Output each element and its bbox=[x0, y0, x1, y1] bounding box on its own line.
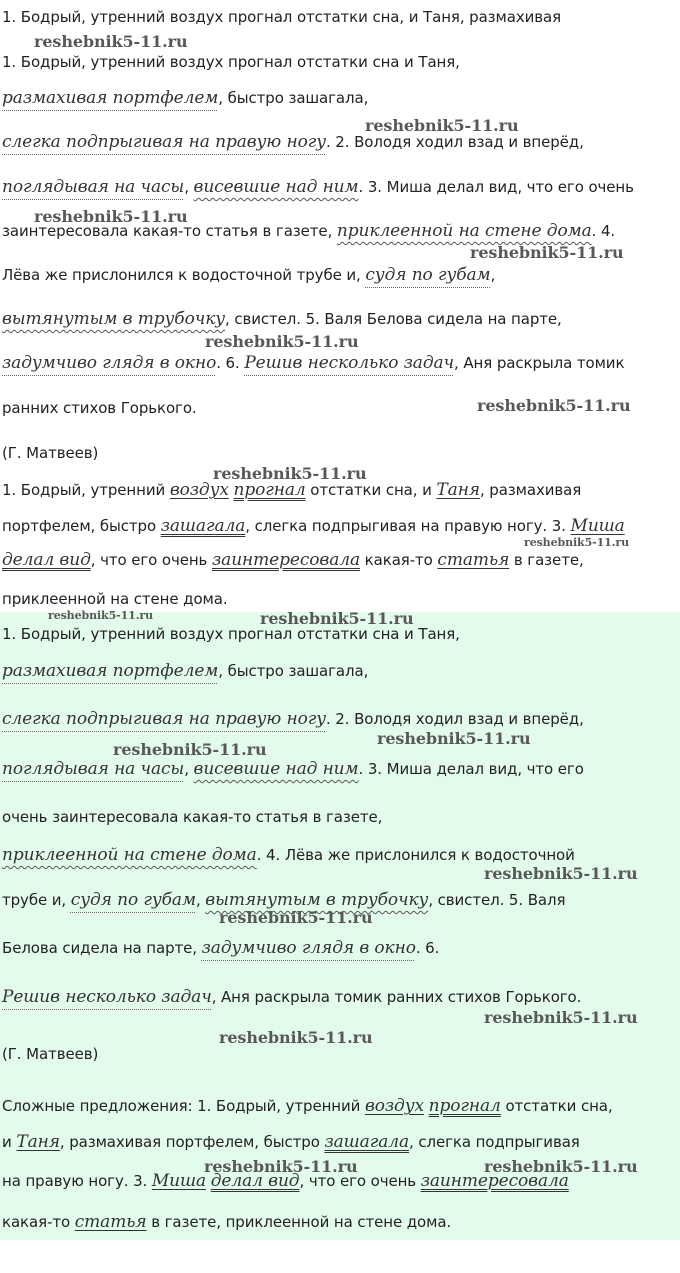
subject: Миша bbox=[151, 1171, 207, 1191]
text: , что его очень bbox=[90, 551, 212, 569]
predicate: прогнал bbox=[233, 480, 306, 500]
text: . 3. Миша делал вид, что его очень bbox=[358, 178, 634, 196]
participle-phrase: задумчиво глядя в окно bbox=[201, 938, 416, 958]
text: на правую ногу. 3. bbox=[2, 1172, 152, 1190]
watermark: reshebnik5-11.ru bbox=[219, 908, 373, 927]
watermark: reshebnik5-11.ru bbox=[484, 1008, 638, 1027]
text: , размахивая bbox=[479, 481, 582, 499]
participial-phrase: приклеенной на стене дома bbox=[2, 845, 257, 865]
watermark: reshebnik5-11.ru bbox=[113, 740, 267, 759]
participle-phrase: Решив несколько задач bbox=[244, 353, 455, 373]
text-line bbox=[2, 938, 439, 958]
watermark: reshebnik5-11.ru bbox=[34, 32, 188, 51]
text: какая-то bbox=[2, 1213, 75, 1231]
text-line: 1. Бодрый, утренний воздух прогнал отстатки сна и Таня, bbox=[2, 625, 460, 643]
subject: Миша bbox=[570, 516, 625, 536]
text: , размахивая портфелем, быстро bbox=[59, 1133, 325, 1151]
watermark: reshebnik5-11.ru bbox=[524, 536, 630, 549]
text-line: 1. Бодрый, утренний воздух прогнал отстатки сна, и Таня, размахивая bbox=[2, 8, 562, 26]
watermark: reshebnik5-11.ru bbox=[205, 332, 359, 351]
text-line: приклеенной на стене дома. bbox=[2, 590, 228, 608]
watermark: reshebnik5-11.ru bbox=[470, 243, 624, 262]
text-line bbox=[2, 1096, 613, 1116]
text: , быстро зашагала, bbox=[218, 89, 369, 107]
participial-phrase: висевшие над ним bbox=[193, 759, 359, 779]
text: Белова сидела на парте, bbox=[2, 939, 202, 957]
text: , bbox=[195, 891, 206, 909]
text-line bbox=[2, 353, 624, 373]
watermark: reshebnik5-11.ru bbox=[34, 207, 188, 226]
text: , свистел. 5. Валя Белова сидела на парте, bbox=[225, 310, 562, 328]
text: , слегка подпрыгивая на правую ногу. 3. bbox=[245, 517, 571, 535]
text-line: ранних стихов Горького. bbox=[2, 399, 197, 417]
participle-phrase: слегка подпрыгивая на правую ногу bbox=[2, 709, 326, 729]
text: отстатки сна, и bbox=[305, 481, 437, 499]
text: . 2. Володя ходил взад и вперёд, bbox=[325, 710, 584, 728]
text-line bbox=[2, 661, 368, 681]
watermark: reshebnik5-11.ru bbox=[260, 609, 414, 628]
text-line: 1. Бодрый, утренний воздух прогнал отстатки сна и Таня, bbox=[2, 53, 460, 71]
participle-phrase: размахивая портфелем bbox=[2, 88, 219, 108]
text-line bbox=[2, 1132, 580, 1152]
text-line bbox=[2, 987, 581, 1007]
watermark: reshebnik5-11.ru bbox=[377, 729, 531, 748]
participle-phrase: размахивая портфелем bbox=[2, 661, 219, 681]
text-line bbox=[2, 177, 634, 197]
predicate: делал вид bbox=[210, 1171, 300, 1191]
participial-phrase: вытянутым в трубочку bbox=[2, 309, 226, 329]
text-line bbox=[2, 265, 495, 285]
participle-phrase: поглядывая на часы bbox=[2, 177, 185, 197]
text: , свистел. 5. Валя bbox=[428, 891, 566, 909]
predicate: делал вид bbox=[2, 550, 91, 570]
text-line bbox=[2, 480, 581, 500]
text: портфелем, быстро bbox=[2, 517, 161, 535]
watermark: reshebnik5-11.ru bbox=[484, 864, 638, 883]
predicate: заинтересовала bbox=[420, 1171, 569, 1191]
participle-phrase: поглядывая на часы bbox=[2, 759, 185, 779]
text: в газете, приклеенной на стене дома. bbox=[146, 1213, 452, 1231]
author: (Г. Матвеев) bbox=[2, 1045, 99, 1063]
text: , bbox=[184, 760, 194, 778]
participle-phrase: Решив несколько задач bbox=[2, 987, 212, 1007]
watermark: reshebnik5-11.ru bbox=[484, 1157, 638, 1176]
text: Сложные предложения: 1. Бодрый, утренний bbox=[2, 1097, 365, 1115]
watermark: reshebnik5-11.ru bbox=[204, 1157, 358, 1176]
text: какая-то bbox=[360, 551, 438, 569]
text: , Аня раскрыла томик bbox=[454, 354, 625, 372]
subject: воздух bbox=[169, 480, 229, 500]
text: , Аня раскрыла томик ранних стихов Горького. bbox=[211, 988, 582, 1006]
text: , слегка подпрыгивая bbox=[409, 1133, 580, 1151]
watermark: reshebnik5-11.ru bbox=[48, 609, 154, 622]
watermark: reshebnik5-11.ru bbox=[213, 464, 367, 483]
predicate: заинтересовала bbox=[211, 550, 361, 570]
predicate: зашагала bbox=[160, 516, 246, 536]
participial-phrase: вытянутым в трубочку bbox=[205, 890, 429, 910]
text: , bbox=[490, 266, 496, 284]
participial-phrase: приклеенной на стене дома bbox=[336, 221, 592, 241]
subject: статья bbox=[74, 1212, 147, 1232]
text: и bbox=[2, 1133, 17, 1151]
text: заинтересовала какая-то статья в газете, bbox=[2, 222, 337, 240]
text-line bbox=[2, 845, 575, 865]
text: . 3. Миша делал вид, что его bbox=[358, 760, 584, 778]
watermark: reshebnik5-11.ru bbox=[477, 396, 631, 415]
text-line bbox=[2, 88, 368, 108]
participle-phrase: слегка подпрыгивая на правую ногу bbox=[2, 132, 326, 152]
text: , bbox=[184, 178, 194, 196]
text-line bbox=[2, 759, 584, 779]
text-line bbox=[2, 550, 584, 570]
text-line bbox=[2, 309, 562, 329]
participle-phrase: судя по губам bbox=[365, 265, 491, 285]
text: . 6. bbox=[216, 354, 245, 372]
watermark: reshebnik5-11.ru bbox=[365, 116, 519, 135]
subject: Таня bbox=[16, 1132, 60, 1152]
text: 1. Бодрый, утренний bbox=[2, 481, 170, 499]
author: (Г. Матвеев) bbox=[2, 444, 99, 462]
text-line bbox=[2, 890, 565, 910]
text: . 6. bbox=[415, 939, 440, 957]
text: трубе и, bbox=[2, 891, 71, 909]
text: . 4. Лёва же прислонился к водосточной bbox=[256, 846, 575, 864]
subject: статья bbox=[437, 550, 510, 570]
text-line bbox=[2, 709, 584, 729]
text: , что его очень bbox=[299, 1172, 421, 1190]
text: отстатки сна, bbox=[500, 1097, 613, 1115]
watermark: reshebnik5-11.ru bbox=[219, 1028, 373, 1047]
participial-phrase: висевшие над ним bbox=[193, 177, 359, 197]
subject: воздух bbox=[364, 1096, 424, 1116]
predicate: прогнал bbox=[428, 1096, 501, 1116]
predicate: зашагала bbox=[324, 1132, 409, 1152]
text-line bbox=[2, 132, 584, 152]
text-line bbox=[2, 1212, 451, 1232]
subject: Таня bbox=[436, 480, 480, 500]
text: в газете, bbox=[509, 551, 584, 569]
participle-phrase: судя по губам bbox=[70, 890, 196, 910]
text: . 4. bbox=[591, 222, 616, 240]
text: , быстро зашагала, bbox=[218, 662, 369, 680]
text-line bbox=[2, 516, 625, 536]
text: Лёва же прислонился к водосточной трубе и, bbox=[2, 266, 366, 284]
participle-phrase: задумчиво глядя в окно bbox=[2, 353, 217, 373]
text: . 2. Володя ходил взад и вперёд, bbox=[325, 133, 584, 151]
text-line: очень заинтересовала какая-то статья в газете, bbox=[2, 808, 383, 826]
